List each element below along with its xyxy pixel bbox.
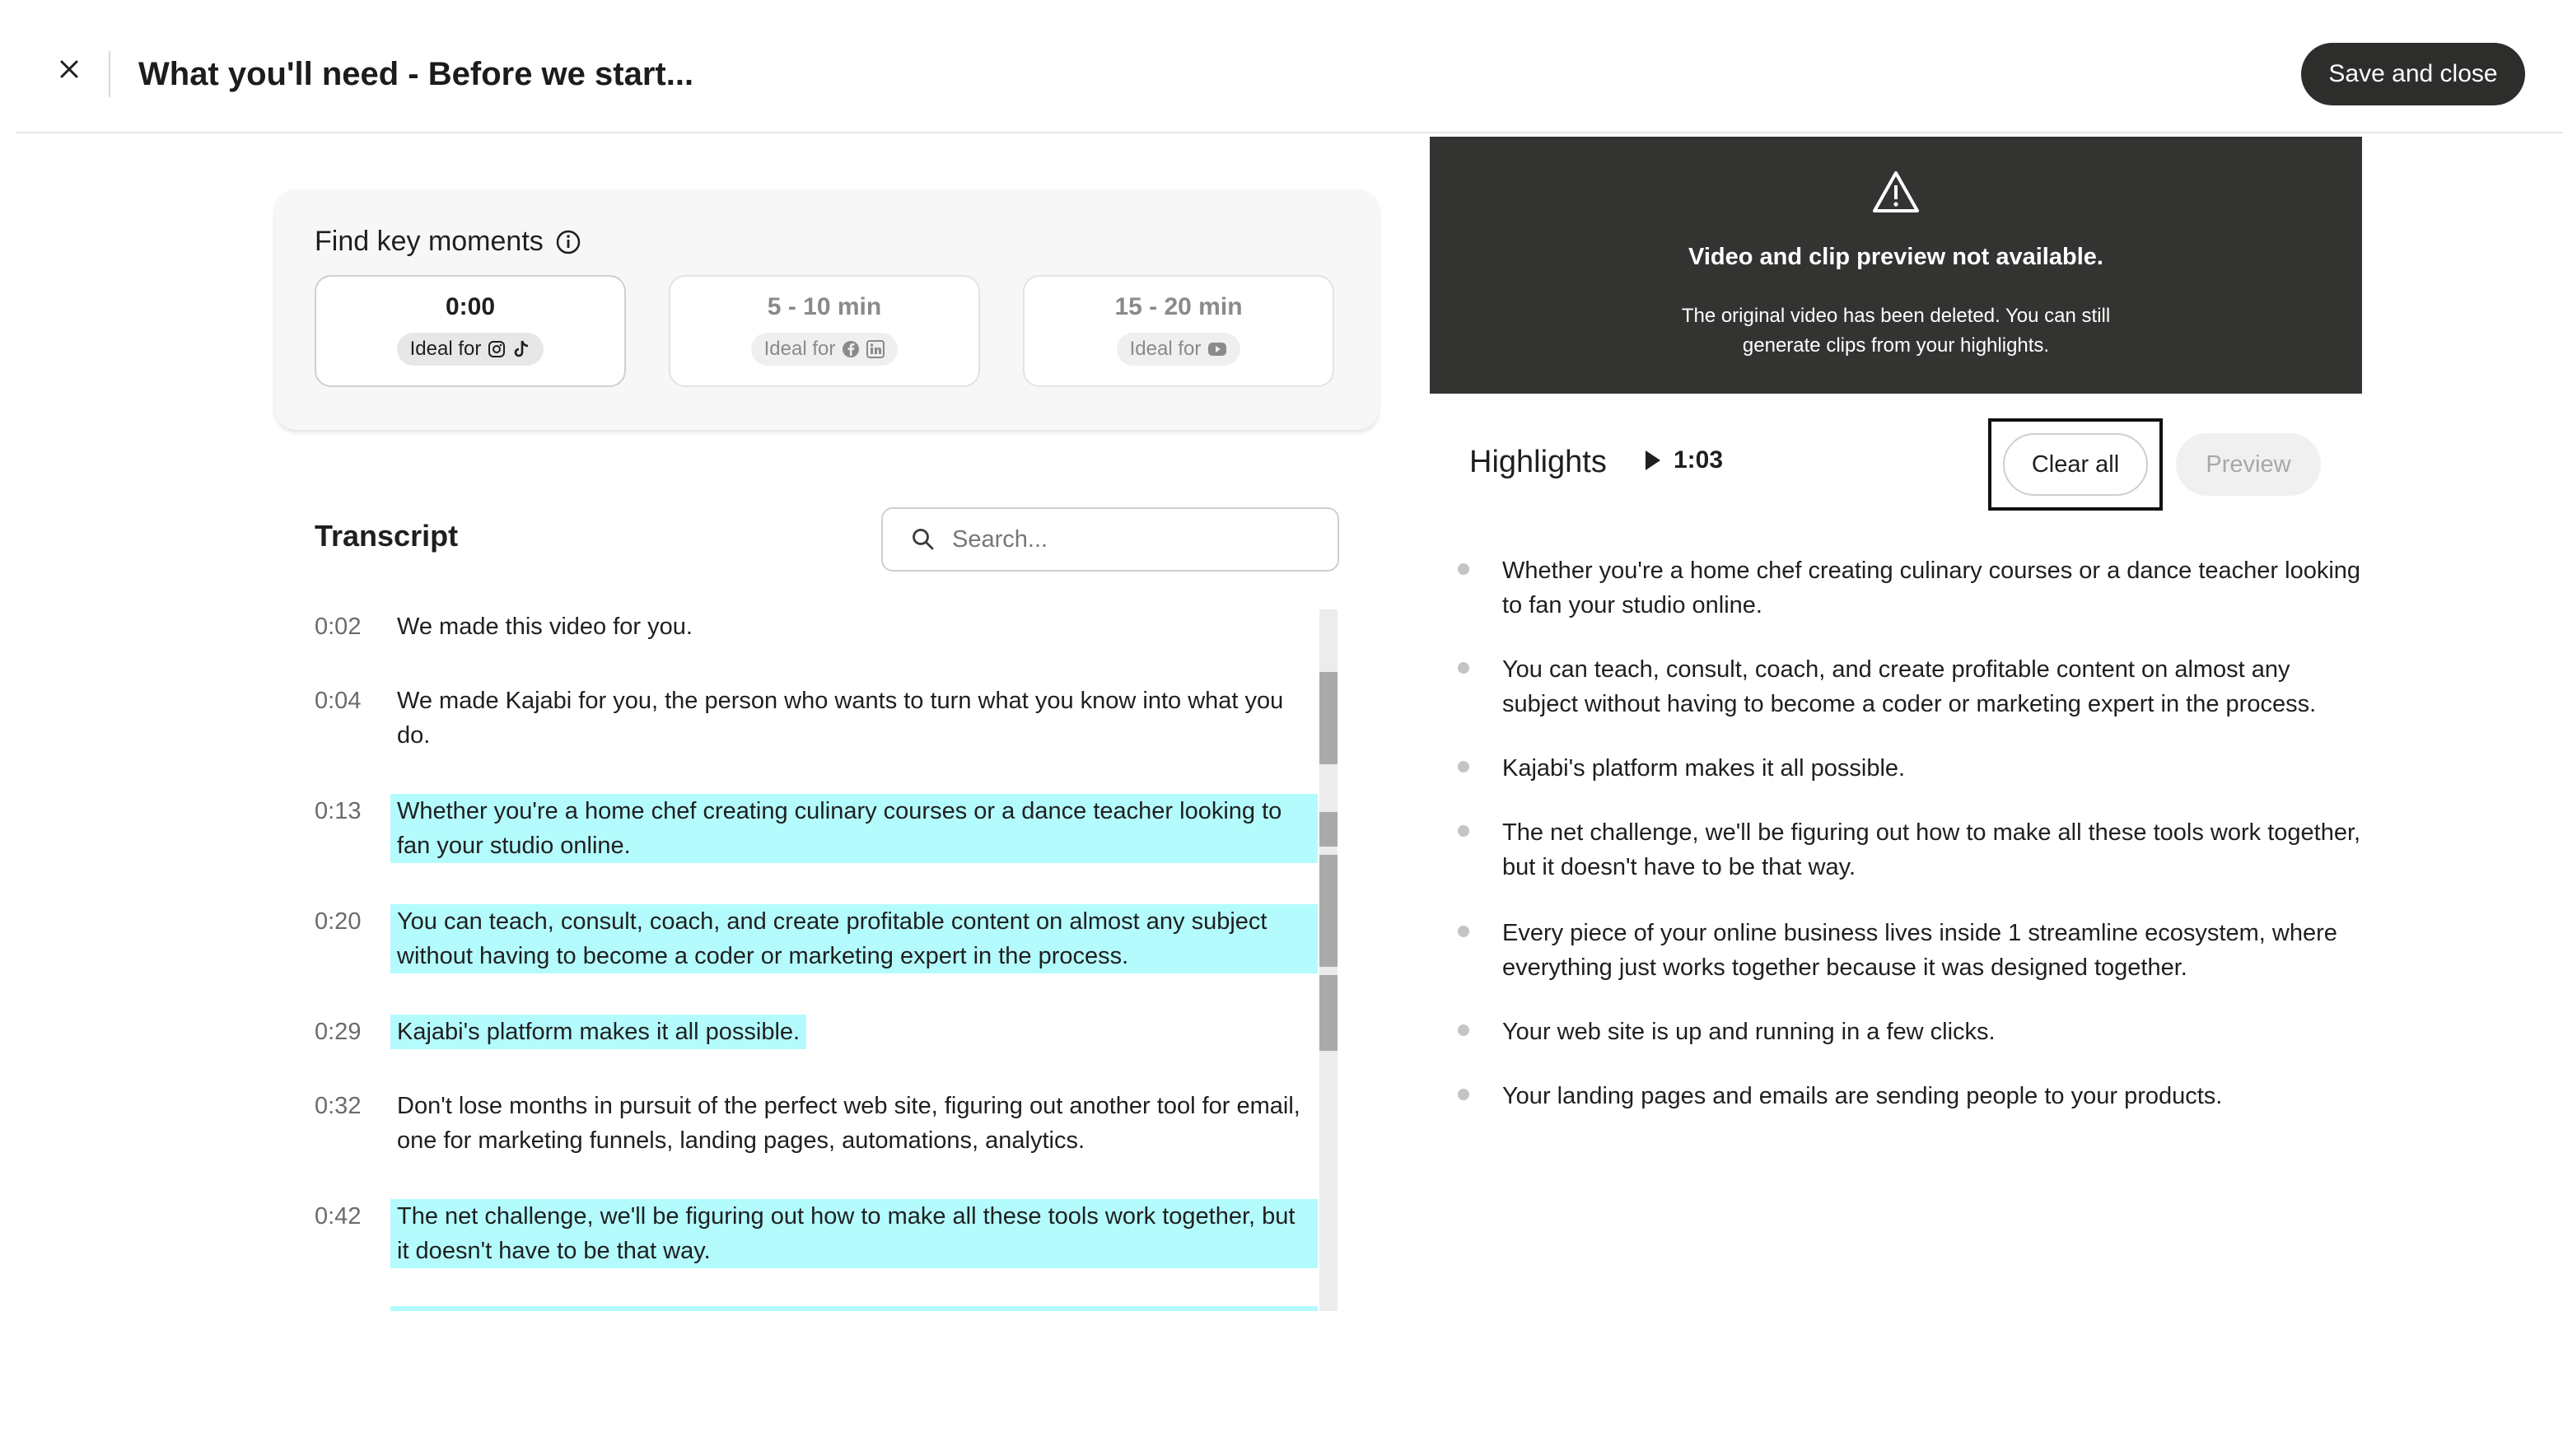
key-moments-heading — [315, 226, 581, 258]
save-and-close-button[interactable]: Save and close — [2301, 43, 2525, 105]
transcript-timestamp[interactable]: 0:42 — [315, 1203, 362, 1230]
highlight-text: Your web site is up and running in a few clicks. — [1502, 1019, 1996, 1045]
bullet-icon — [1458, 662, 1469, 674]
highlight-text: The net challenge, we'll be figuring out how to make all these tools work together, but it doesn't have to be that way. — [1502, 819, 2361, 880]
transcript-list[interactable] — [315, 609, 1319, 1311]
highlight-text: You can teach, consult, coach, and create profitable content on almost any subject without having to become a coder or marketing expert in the process. — [1502, 656, 2317, 717]
ideal-for-badge: Ideal for — [1117, 333, 1241, 366]
page-title: What you'll need - Before we start... — [138, 56, 694, 92]
highlights-play[interactable] — [1644, 446, 1723, 474]
transcript-text[interactable]: Don't lose months in pursuit of the perfect web site, figuring out another tool for email, one for marketing funnels, landing pages, automations, analytics. — [397, 1093, 1300, 1154]
scrollbar-marker — [1319, 975, 1338, 1051]
transcript-search[interactable] — [881, 507, 1339, 572]
transcript-timestamp[interactable]: 0:04 — [315, 688, 362, 714]
key-moment-option-0[interactable] — [315, 275, 626, 387]
play-icon — [1644, 449, 1662, 472]
transcript-text-highlighted[interactable]: The net challenge, we'll be figuring out how to make all these tools work together, but it doesn't have to be that way. — [390, 1199, 1318, 1268]
bullet-icon — [1458, 1024, 1469, 1036]
key-moments-title: Find key moments — [315, 226, 544, 257]
bullet-icon — [1458, 825, 1469, 837]
ideal-for-badge: Ideal for — [751, 333, 899, 366]
key-moment-option-1[interactable] — [669, 275, 980, 387]
transcript-timestamp[interactable]: 0:29 — [315, 1019, 362, 1045]
search-icon — [911, 527, 936, 552]
bullet-icon — [1458, 563, 1469, 575]
youtube-icon — [1207, 342, 1227, 357]
highlight-text: Kajabi's platform makes it all possible. — [1502, 755, 1906, 782]
facebook-icon — [842, 340, 860, 358]
transcript-text-highlighted[interactable]: You can teach, consult, coach, and create profitable content on almost any subject without having to become a coder or marketing expert in the process. — [390, 904, 1318, 973]
close-icon — [59, 59, 79, 79]
clear-all-button[interactable]: Clear all — [2003, 433, 2148, 496]
info-icon[interactable] — [555, 229, 581, 255]
transcript-text-highlighted — [390, 1306, 1318, 1311]
key-moment-label: 5 - 10 min — [767, 293, 882, 320]
key-moment-label: 15 - 20 min — [1114, 293, 1243, 320]
bullet-icon — [1458, 761, 1469, 772]
transcript-text-highlighted[interactable]: Kajabi's platform makes it all possible. — [390, 1015, 806, 1049]
video-unavailable-message: The original video has been deleted. You can still generate clips from your highlights. — [1681, 305, 2111, 357]
highlights-title: Highlights — [1469, 445, 1607, 479]
instagram-icon — [488, 340, 506, 358]
tiktok-icon — [512, 339, 530, 359]
transcript-scrollbar[interactable] — [1319, 609, 1338, 1311]
warning-icon — [1871, 170, 1921, 216]
search-input[interactable] — [950, 525, 1316, 554]
key-moment-label: 0:00 — [445, 293, 496, 320]
key-moments-card — [275, 189, 1379, 430]
bullet-icon — [1458, 1089, 1469, 1100]
transcript-timestamp[interactable]: 0:13 — [315, 798, 362, 824]
transcript-timestamp[interactable]: 0:20 — [315, 908, 362, 935]
preview-button[interactable]: Preview — [2176, 433, 2321, 496]
key-moment-option-2[interactable] — [1023, 275, 1334, 387]
transcript-timestamp[interactable]: 0:32 — [315, 1093, 362, 1119]
video-unavailable-title: Video and clip preview not available. — [1688, 244, 2103, 270]
scrollbar-marker — [1319, 855, 1338, 967]
transcript-timestamp[interactable]: 0:02 — [315, 614, 362, 640]
transcript-title: Transcript — [315, 519, 459, 553]
transcript-text[interactable]: We made this video for you. — [397, 614, 693, 640]
ideal-for-badge: Ideal for — [397, 333, 544, 366]
close-button[interactable] — [51, 51, 87, 87]
highlight-text: Your landing pages and emails are sending people to your products. — [1502, 1083, 2223, 1109]
linkedin-icon — [866, 340, 885, 358]
transcript-text-highlighted[interactable]: Whether you're a home chef creating culinary courses or a dance teacher looking to fan your studio online. — [390, 794, 1318, 863]
scrollbar-marker — [1319, 672, 1338, 764]
bullet-icon — [1458, 926, 1469, 937]
scrollbar-marker — [1319, 812, 1338, 847]
video-preview-panel — [1430, 137, 2362, 394]
highlight-text: Every piece of your online business lives inside 1 streamline ecosystem, where everything just works together because it was designed together. — [1502, 920, 2337, 981]
transcript-text[interactable]: We made Kajabi for you, the person who wants to turn what you know into what you do. — [397, 688, 1284, 749]
highlights-duration: 1:03 — [1674, 446, 1724, 474]
highlight-text: Whether you're a home chef creating culinary courses or a dance teacher looking to fan your studio online. — [1502, 558, 2361, 618]
header-border — [16, 132, 2563, 133]
header-divider — [109, 51, 110, 97]
